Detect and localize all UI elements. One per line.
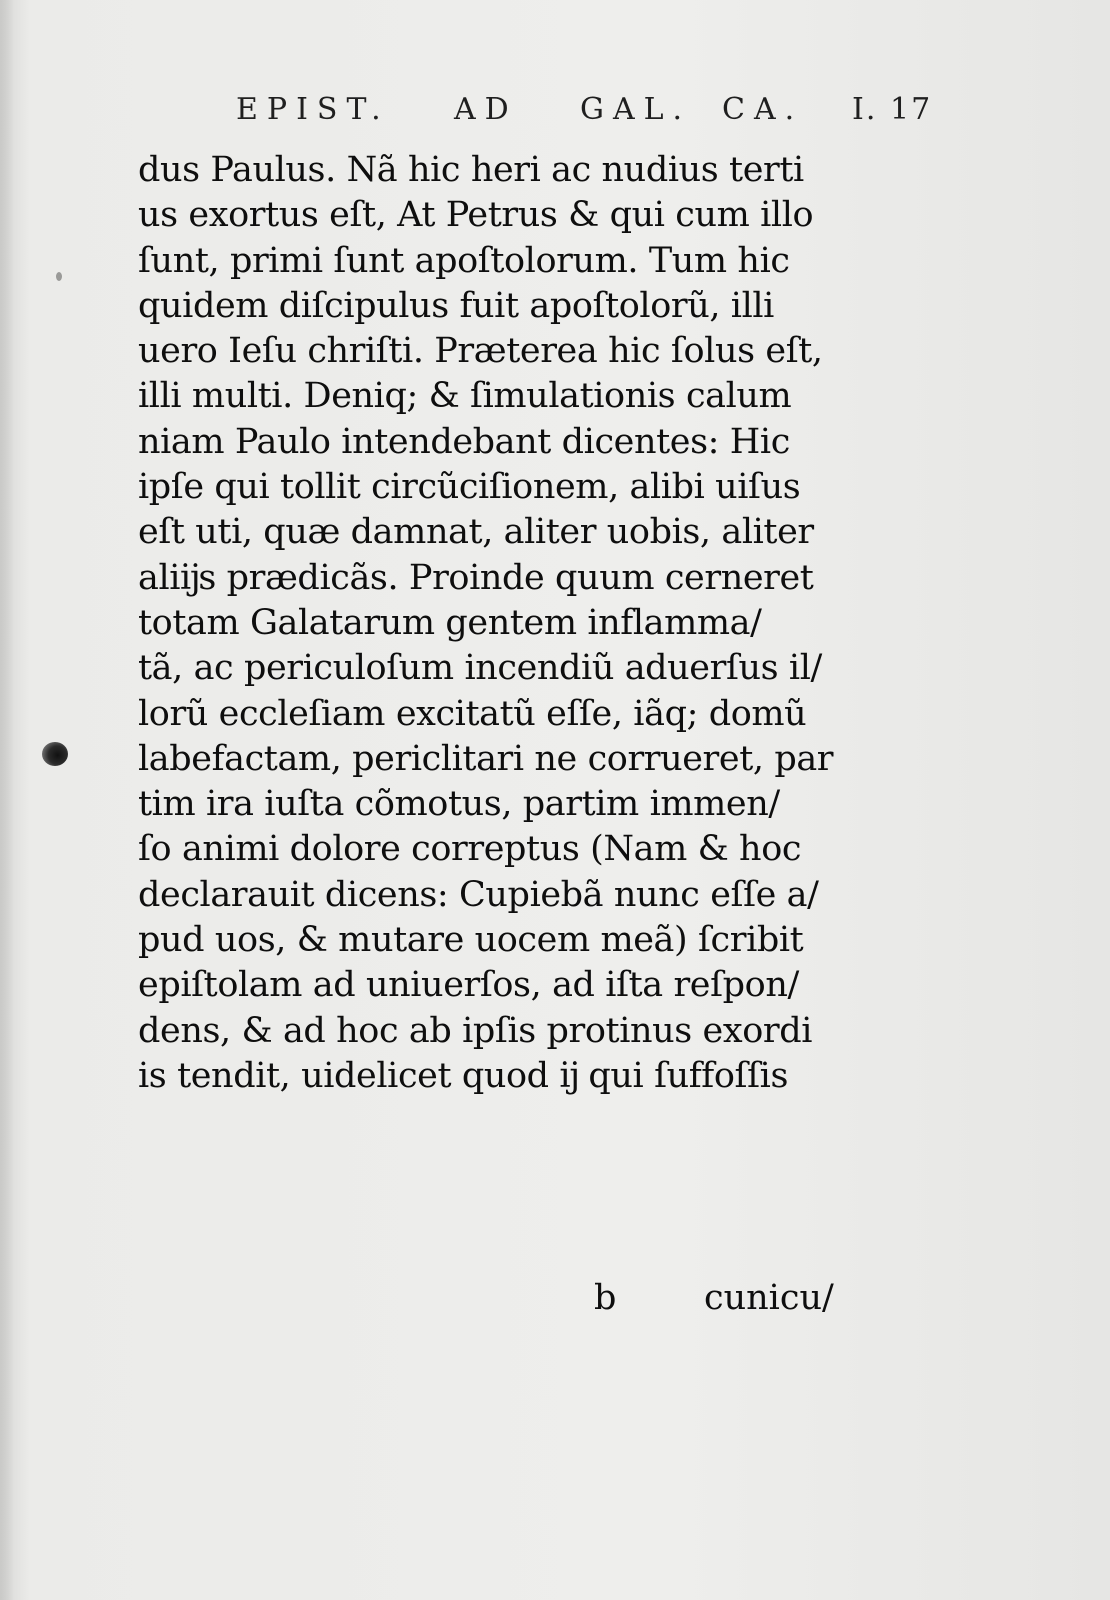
signature-mark: b (594, 1278, 617, 1318)
text-line: labefactam, periclitari ne corrueret, par (138, 738, 834, 779)
text-line: dens, & ad hoc ab ipſis protinus exordi (138, 1010, 813, 1051)
catchword: cunicu/ (704, 1278, 834, 1318)
text-block (138, 148, 858, 1099)
text-line: uero Ieſu chriſti. Præterea hic ſolus eſt, (138, 331, 823, 372)
running-title-ca: CA. (722, 92, 804, 127)
text-line: is tendit, uidelicet quod ĳ qui ſuffoſſis (138, 1055, 789, 1096)
text-line: dus Paulus. Nã hic heri ac nudius terti (138, 150, 804, 190)
chapter-number: I. (852, 92, 878, 127)
spine-shadow (0, 0, 14, 1600)
running-title-gal: GAL. (580, 92, 692, 127)
binding-hole (42, 742, 68, 766)
text-line: tim ira iuſta cõmotus, partim immen/ (138, 784, 780, 825)
text-line: epiſtolam ad uniuerſos, ad iſta reſpon/ (138, 965, 799, 1006)
text-line: aliĳs prædicãs. Proinde quum cerneret (138, 557, 814, 598)
text-line: lorũ eccleſiam excitatũ eſſe, iãq; domũ (138, 693, 807, 734)
text-line: us exortus eſt, At Petrus & qui cum illo (138, 195, 814, 236)
page-number: 17 (890, 92, 933, 127)
page-footer (0, 1278, 1110, 1328)
paper-speck (56, 272, 62, 281)
text-line: ſunt, primi ſunt apoſtolorum. Tum hic (138, 240, 790, 281)
text-line: illi multi. Deniq; & ſimulationis calum (138, 376, 792, 417)
text-line: tã, ac periculoſum incendiũ aduerſus il/ (138, 648, 822, 689)
text-line: quidem diſcipulus fuit apoſtolorũ, illi (138, 285, 774, 326)
running-title-ad: AD (454, 92, 518, 127)
text-line: declarauit dicens: Cupiebã nunc eſſe a/ (138, 874, 819, 915)
running-header (236, 92, 956, 142)
text-line: ipſe qui tollit circũciſionem, alibi uiſus (138, 467, 801, 508)
text-line: ſo animi dolore correptus (Nam & hoc (138, 829, 802, 870)
text-line: pud uos, & mutare uocem meã) ſcribit (138, 920, 804, 961)
text-line: totam Galatarum gentem inflamma/ (138, 602, 762, 643)
text-line: niam Paulo intendebant dicentes: Hic (138, 421, 790, 462)
running-title-epist: EPIST. (236, 92, 390, 127)
text-line: eſt uti, quæ damnat, aliter uobis, aliter (138, 512, 814, 553)
